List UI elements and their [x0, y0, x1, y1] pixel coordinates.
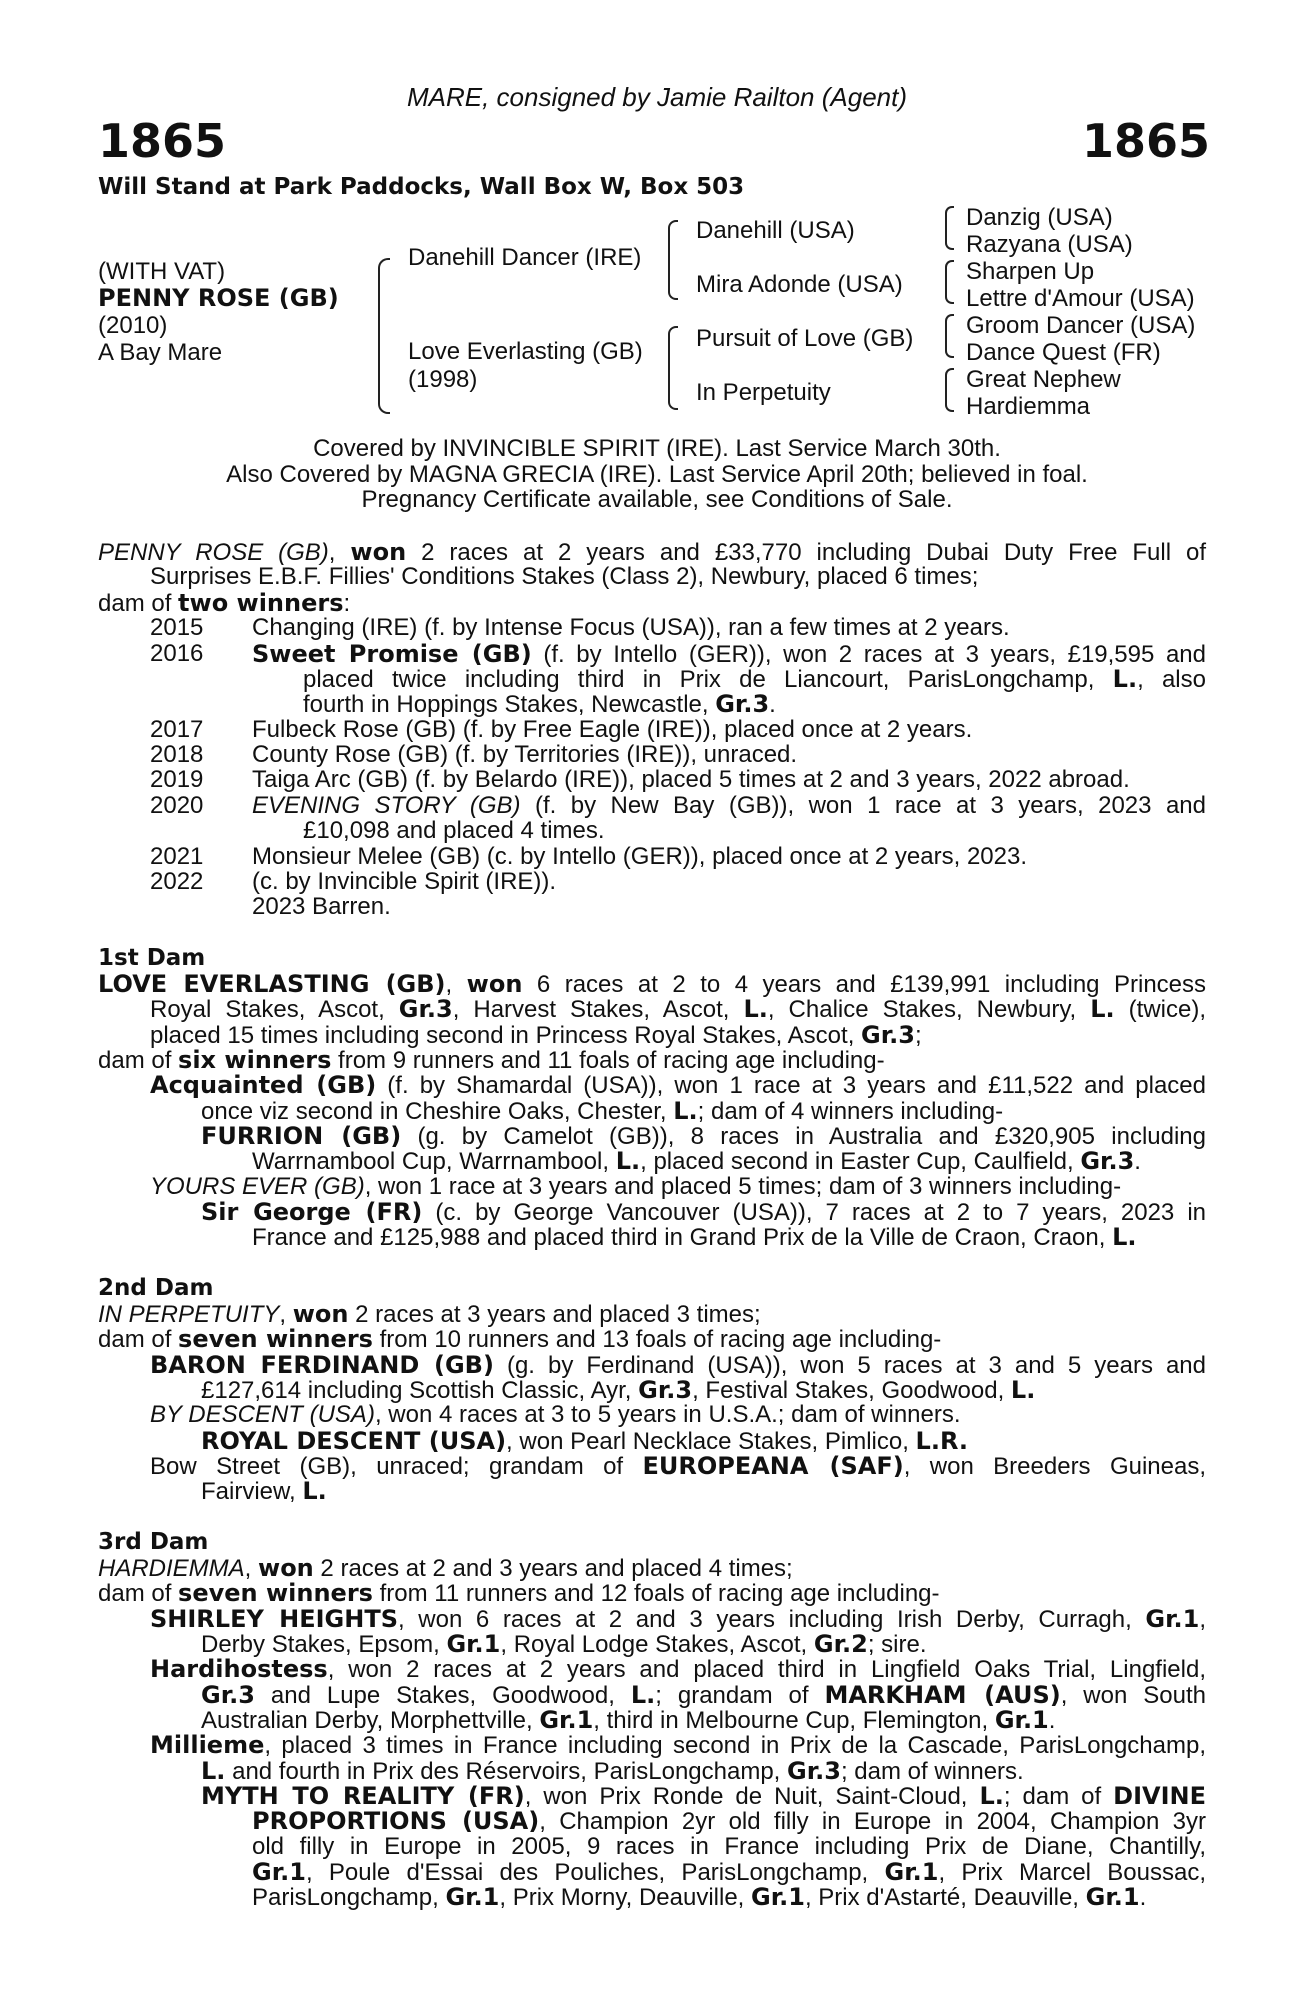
- consignor-subtitle: MARE, consigned by Jamie Railton (Agent): [406, 82, 907, 112]
- dam-line: Gr.3 and Lupe Stakes, Goodwood, L.; grandam of MARKHAM (AUS), won South: [201, 1681, 1206, 1709]
- horse-name: PENNY ROSE (GB): [98, 284, 339, 312]
- foal-record: Changing (IRE) (f. by Intense Focus (USA)), ran a few times at 2 years.: [252, 614, 1010, 641]
- dam-line: France and £125,988 and placed third in Grand Prix de la Ville de Craon, Craon, L.: [252, 1223, 1137, 1251]
- foal-record: Monsieur Melee (GB) (c. by Intello (GER)), placed once at 2 years, 2023.: [252, 843, 1027, 870]
- foal-year: 2022: [150, 868, 204, 895]
- covered-line-2: Also Covered by MAGNA GRECIA (IRE). Last Service April 20th; believed in foal.: [226, 461, 1088, 488]
- dam-line: Millieme, placed 3 times in France including second in Prix de la Cascade, ParisLongchamp,: [150, 1731, 1206, 1759]
- foal-year: 2020: [150, 792, 204, 819]
- dam-line: ParisLongchamp, Gr.1, Prix Morny, Deauville, Gr.1, Prix d'Astarté, Deauville, Gr.1.: [252, 1883, 1147, 1911]
- dam-line: Australian Derby, Morphettville, Gr.1, third in Melbourne Cup, Flemington, Gr.1.: [201, 1706, 1056, 1734]
- foal-year: 2021: [150, 843, 204, 870]
- dam-line: BY DESCENT (USA), won 4 races at 3 to 5 years in U.S.A.; dam of winners.: [150, 1401, 961, 1428]
- brace-ggs-1: [945, 206, 954, 250]
- foal-year: 2016: [150, 640, 204, 667]
- dam-line: Gr.1, Poule d'Essai des Pouliches, ParisLongchamp, Gr.1, Prix Marcel Boussac,: [252, 1858, 1207, 1886]
- dam-line: placed 15 times including second in Princess Royal Stakes, Ascot, Gr.3;: [150, 1021, 922, 1049]
- dam-line: L. and fourth in Prix des Réservoirs, ParisLongchamp, Gr.3; dam of winners.: [201, 1757, 1024, 1785]
- foal-record: County Rose (GB) (f. by Territories (IRE)), unraced.: [252, 741, 798, 768]
- dam-line: Derby Stakes, Epsom, Gr.1, Royal Lodge Stakes, Ascot, Gr.2; sire.: [201, 1630, 927, 1658]
- dam-line: SHIRLEY HEIGHTS, won 6 races at 2 and 3 years including Irish Derby, Curragh, Gr.1,: [150, 1605, 1206, 1633]
- dam-line: IN PERPETUITY, won 2 races at 3 years and placed 3 times;: [98, 1300, 761, 1328]
- lot-number-right: 1865: [1081, 114, 1210, 168]
- dam-line: Fairview, L.: [201, 1477, 327, 1505]
- great-grandsire-4: Lettre d'Amour (USA): [966, 285, 1195, 312]
- foal-year: 2019: [150, 766, 204, 793]
- great-grandsire-8: Hardiemma: [966, 393, 1091, 420]
- foal-year: 2017: [150, 716, 204, 743]
- foal-record: fourth in Hoppings Stakes, Newcastle, Gr.3.: [303, 690, 776, 718]
- foal-record: 2023 Barren.: [252, 893, 391, 920]
- section-heading-1st-dam: 1st Dam: [98, 945, 206, 971]
- dam-line: BARON FERDINAND (GB) (g. by Ferdinand (USA)), won 5 races at 3 and 5 years and: [150, 1351, 1207, 1379]
- dam-line: dam of six winners from 9 runners and 11 foals of racing age including-: [98, 1046, 885, 1074]
- great-grandsire-1: Danzig (USA): [966, 204, 1113, 231]
- brace-sire: [668, 220, 678, 300]
- foal-record: EVENING STORY (GB) (f. by New Bay (GB)), won 1 race at 3 years, 2023 and: [252, 792, 1207, 819]
- dam-line: LOVE EVERLASTING (GB), won 6 races at 2 to 4 years and £139,991 including Princess: [98, 970, 1207, 998]
- foal-record: Taiga Arc (GB) (f. by Belardo (IRE)), placed 5 times at 2 and 3 years, 2022 abroad.: [252, 766, 1130, 793]
- great-grandsire-2: Razyana (USA): [966, 231, 1133, 258]
- dam-line: Warrnambool Cup, Warrnambool, L., placed second in Easter Cup, Caulfield, Gr.3.: [252, 1147, 1141, 1175]
- brace-dam: [668, 326, 678, 410]
- dam-line: old filly in Europe in 2005, 9 races in France including Prix de Diane, Chantilly,: [252, 1833, 1206, 1860]
- produce-line: PENNY ROSE (GB), won 2 races at 2 years and £33,770 including Dubai Duty Free Full of: [98, 538, 1206, 566]
- great-grandsire-7: Great Nephew: [966, 366, 1121, 393]
- dam-line: YOURS EVER (GB), won 1 race at 3 years and placed 5 times; dam of 3 winners including-: [150, 1173, 1122, 1200]
- stand-location: Will Stand at Park Paddocks, Wall Box W, Box 503: [98, 174, 745, 200]
- dam-line: Royal Stakes, Ascot, Gr.3, Harvest Stakes, Ascot, L., Chalice Stakes, Newbury, L. (twice),: [150, 995, 1206, 1023]
- foal-record: (c. by Invincible Spirit (IRE)).: [252, 868, 557, 895]
- dam-line: ROYAL DESCENT (USA), won Pearl Necklace Stakes, Pimlico, L.R.: [201, 1427, 968, 1455]
- dam-line: dam of seven winners from 11 runners and 12 foals of racing age including-: [98, 1579, 940, 1607]
- dam-line: HARDIEMMA, won 2 races at 2 and 3 years and placed 4 times;: [98, 1554, 793, 1582]
- foal-year: 2015: [150, 614, 204, 641]
- dam-line: MYTH TO REALITY (FR), won Prix Ronde de Nuit, Saint-Cloud, L.; dam of DIVINE: [201, 1782, 1207, 1810]
- dam-year: (1998): [408, 366, 478, 393]
- section-heading-3rd-dam: 3rd Dam: [98, 1529, 209, 1555]
- great-grandsire-5: Groom Dancer (USA): [966, 312, 1196, 339]
- dam-line: FURRION (GB) (g. by Camelot (GB)), 8 races in Australia and £320,905 including: [201, 1122, 1206, 1150]
- great-grandsire-6: Dance Quest (FR): [966, 339, 1161, 366]
- great-grandsire-3: Sharpen Up: [966, 258, 1095, 285]
- brace-ggs-4: [945, 368, 954, 412]
- brace-ggs-2: [945, 260, 954, 304]
- foal-record: Fulbeck Rose (GB) (f. by Free Eagle (IRE)), placed once at 2 years.: [252, 716, 973, 743]
- section-heading-2nd-dam: 2nd Dam: [98, 1275, 214, 1301]
- foal-record: Sweet Promise (GB) (f. by Intello (GER)), won 2 races at 3 years, £19,595 and: [252, 640, 1207, 668]
- brace-ggs-3: [945, 314, 954, 358]
- dam: Love Everlasting (GB): [408, 338, 643, 365]
- produce-line: Surprises E.B.F. Fillies' Conditions Stakes (Class 2), Newbury, placed 6 times;: [150, 563, 979, 590]
- lot-number-left: 1865: [98, 114, 227, 168]
- vat-note: (WITH VAT): [98, 258, 226, 285]
- brace-subject: [378, 258, 390, 414]
- dam-line: dam of seven winners from 10 runners and 13 foals of racing age including-: [98, 1325, 942, 1353]
- grandsire-4: In Perpetuity: [696, 379, 831, 406]
- dam-line: Bow Street (GB), unraced; grandam of EUROPEANA (SAF), won Breeders Guineas,: [150, 1452, 1206, 1480]
- sire: Danehill Dancer (IRE): [408, 244, 642, 271]
- dam-line: Acquainted (GB) (f. by Shamardal (USA)), won 1 race at 3 years and £11,522 and placed: [150, 1071, 1206, 1099]
- dam-line: Hardihostess, won 2 races at 2 years and placed third in Lingfield Oaks Trial, Lingfield,: [150, 1655, 1206, 1683]
- horse-year: (2010): [98, 312, 168, 339]
- grandsire-1: Danehill (USA): [696, 217, 855, 244]
- foal-year: 2018: [150, 741, 204, 768]
- dam-line: Sir George (FR) (c. by George Vancouver (USA)), 7 races at 2 to 7 years, 2023 in: [201, 1198, 1206, 1226]
- dam-line: once viz second in Cheshire Oaks, Chester, L.; dam of 4 winners including-: [201, 1097, 1004, 1125]
- grandsire-2: Mira Adonde (USA): [696, 271, 903, 298]
- produce-line: dam of two winners:: [98, 589, 351, 617]
- horse-description: A Bay Mare: [98, 339, 223, 366]
- foal-record: £10,098 and placed 4 times.: [303, 817, 605, 844]
- covered-line-1: Covered by INVINCIBLE SPIRIT (IRE). Last Service March 30th.: [313, 435, 1001, 462]
- covered-line-3: Pregnancy Certificate available, see Conditions of Sale.: [361, 486, 953, 513]
- grandsire-3: Pursuit of Love (GB): [696, 325, 914, 352]
- dam-line: PROPORTIONS (USA), Champion 2yr old filly in Europe in 2004, Champion 3yr: [252, 1807, 1206, 1835]
- dam-line: £127,614 including Scottish Classic, Ayr, Gr.3, Festival Stakes, Goodwood, L.: [201, 1376, 1036, 1404]
- foal-record: placed twice including third in Prix de Liancourt, ParisLongchamp, L., also: [303, 665, 1206, 693]
